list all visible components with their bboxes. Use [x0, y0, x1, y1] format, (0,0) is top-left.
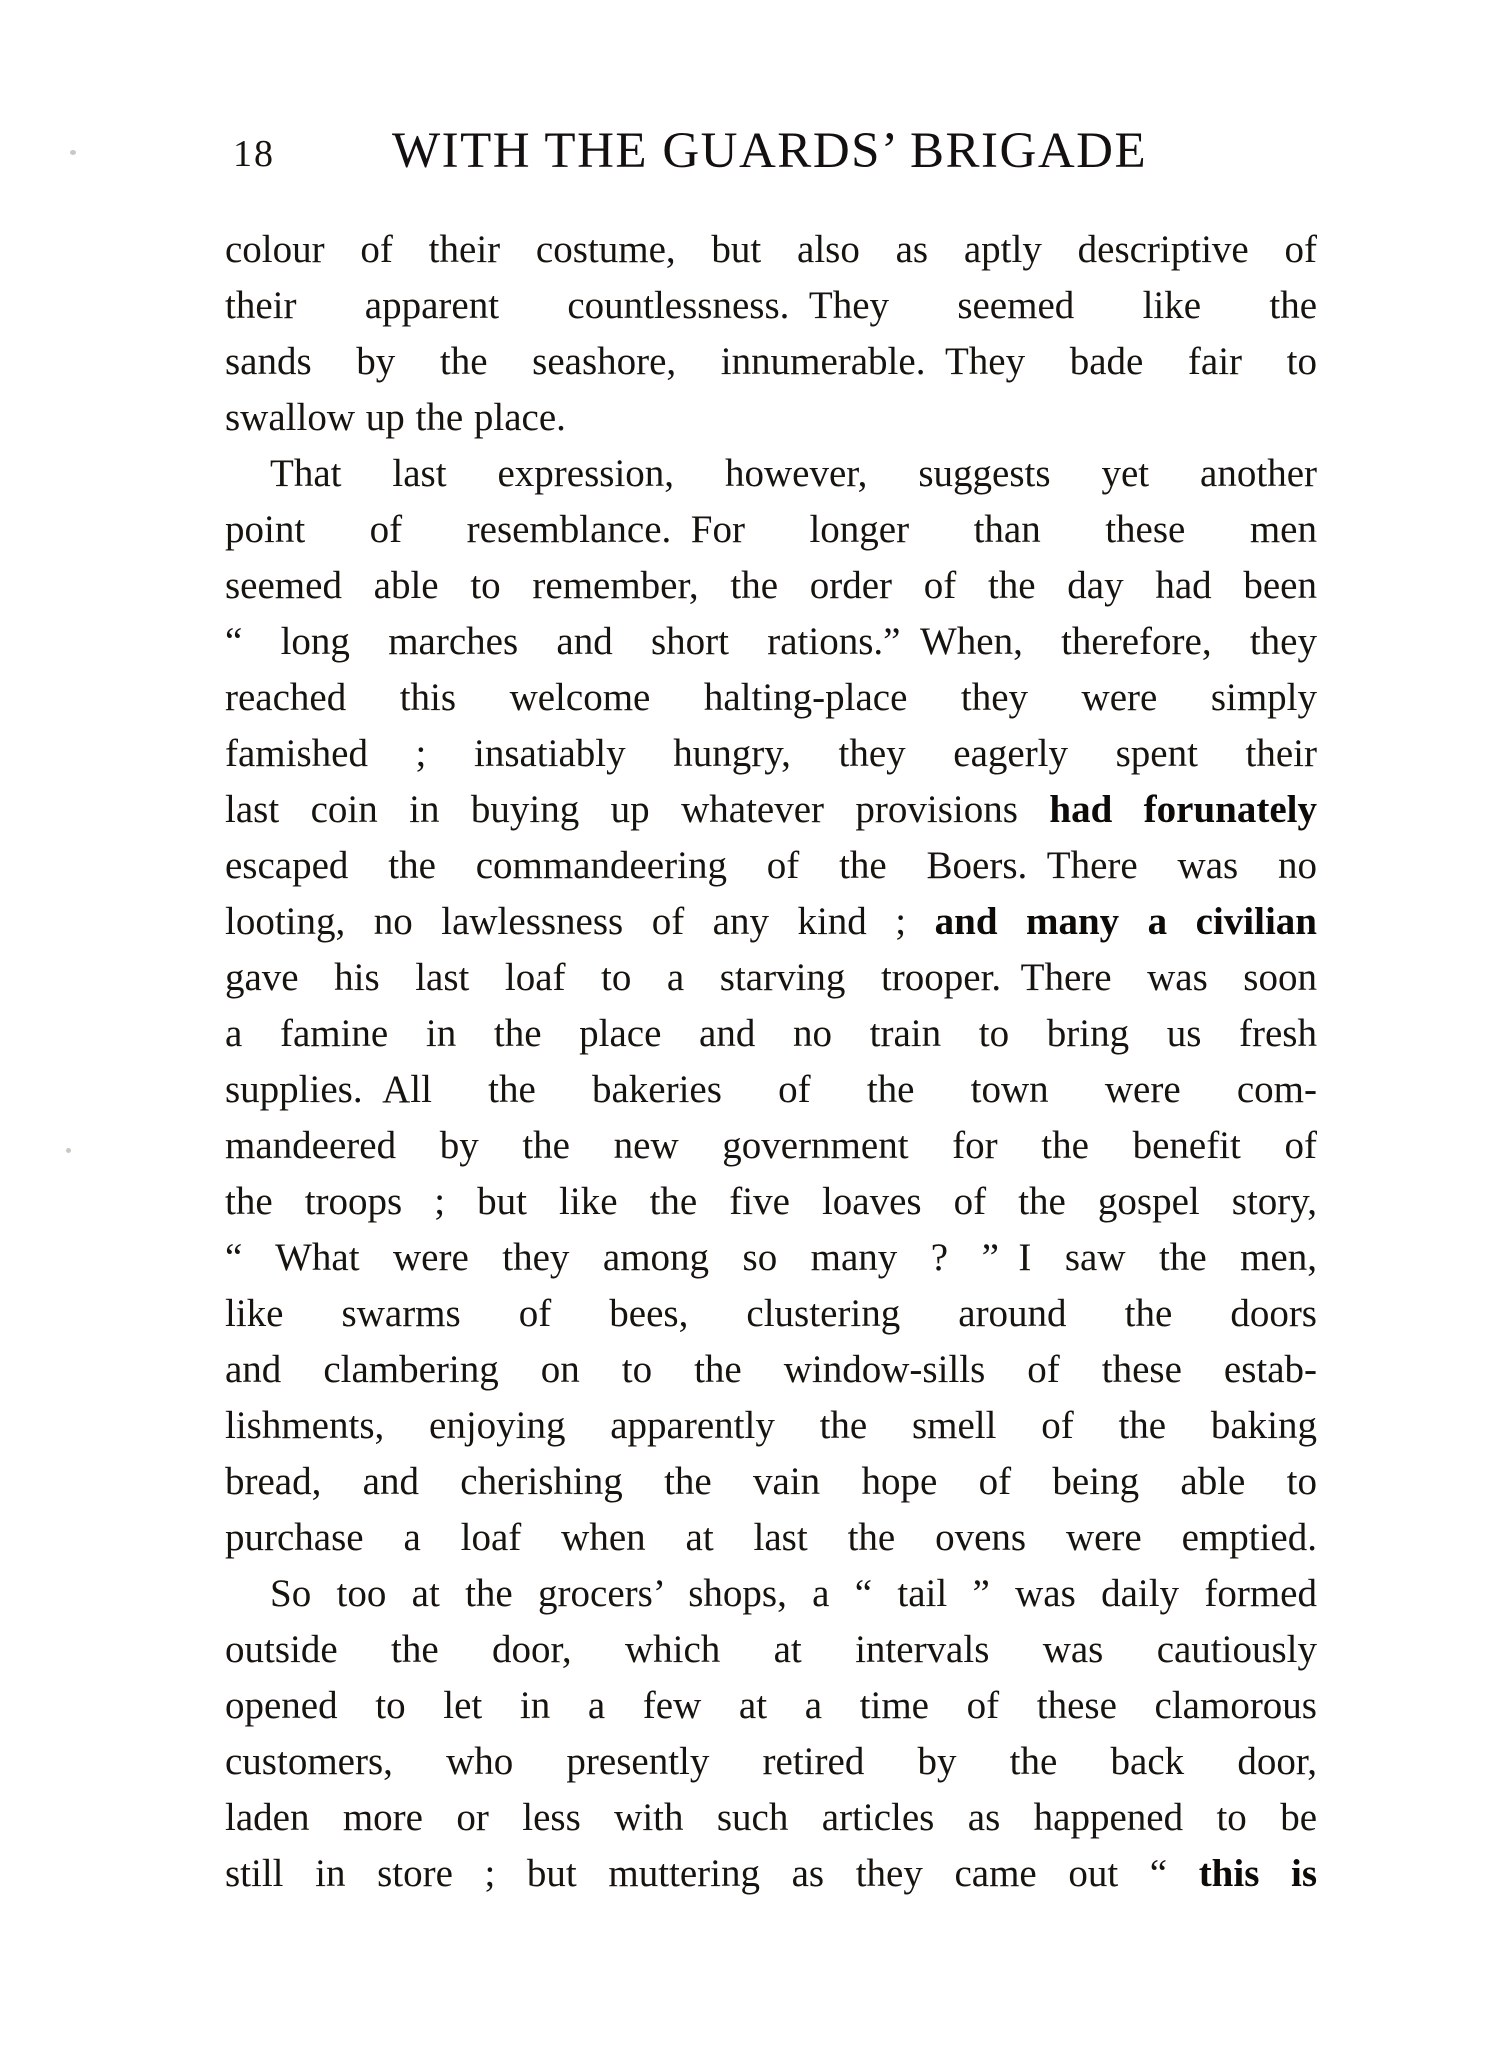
scan-speck [66, 1148, 71, 1153]
text-segment: opened to let in a few at a time of these clamorous [225, 1684, 1317, 1727]
text-line [225, 614, 1317, 670]
bold-segment: this is [1198, 1852, 1317, 1895]
bold-segment: and many a civilian [934, 900, 1317, 943]
running-header-title: WITH THE GUARDS’ BRIGADE [392, 123, 1148, 179]
text-line [225, 950, 1317, 1006]
text-line [225, 782, 1317, 838]
text-segment: a famine in the place and no train to bring us fresh [225, 1012, 1317, 1055]
text-segment: swallow up the place. [225, 396, 566, 439]
text-line [225, 838, 1317, 894]
text-line [225, 1286, 1317, 1342]
text-line [225, 1006, 1317, 1062]
text-line [225, 1510, 1317, 1566]
text-segment: laden more or less with such articles as happened to be [225, 1796, 1317, 1839]
text-segment: point of resemblance. For longer than these men [225, 508, 1317, 551]
text-segment: famished ; insatiably hungry, they eagerly spent their [225, 732, 1317, 775]
text-line [225, 1622, 1317, 1678]
text-segment: escaped the commandeering of the Boers. There was no [225, 844, 1317, 887]
text-segment: gave his last loaf to a starving trooper. There was soon [225, 956, 1317, 999]
text-segment: the troops ; but like the five loaves of the gospel story, [225, 1180, 1317, 1223]
text-line [225, 502, 1317, 558]
text-line [225, 222, 1317, 278]
text-segment: customers, who presently retired by the back door, [225, 1740, 1317, 1783]
text-line [225, 1566, 1317, 1622]
text-line [225, 446, 1317, 502]
text-segment: That last expression, however, suggests yet another [270, 452, 1317, 495]
text-segment: bread, and cherishing the vain hope of being able to [225, 1460, 1317, 1503]
text-segment: lishments, enjoying apparently the smell of the baking [225, 1404, 1317, 1447]
text-line [225, 334, 1317, 390]
text-segment: colour of their costume, but also as aptly descriptive of [225, 228, 1317, 271]
text-segment: “ long marches and short rations.” When, therefore, they [225, 620, 1317, 663]
text-segment: supplies. All the bakeries of the town were com- [225, 1068, 1317, 1111]
text-line [225, 894, 1317, 950]
text-line [225, 1174, 1317, 1230]
text-segment: still in store ; but muttering as they came out “ [225, 1852, 1199, 1895]
text-segment: sands by the seashore, innumerable. They bade fair to [225, 340, 1317, 383]
text-segment: reached this welcome halting-place they were simply [225, 676, 1317, 719]
text-line [225, 1062, 1317, 1118]
text-line [225, 1118, 1317, 1174]
text-line [225, 1734, 1317, 1790]
text-line [225, 1454, 1317, 1510]
text-segment: outside the door, which at intervals was cautiously [225, 1628, 1317, 1671]
text-line [225, 1342, 1317, 1398]
page-number: 18 [233, 133, 275, 175]
text-line [225, 670, 1317, 726]
text-segment: like swarms of bees, clustering around the doors [225, 1292, 1317, 1335]
text-segment: So too at the grocers’ shops, a “ tail ” was daily formed [270, 1572, 1317, 1615]
text-line [225, 1398, 1317, 1454]
text-line [225, 1846, 1317, 1902]
text-segment: and clambering on to the window-sills of these estab- [225, 1348, 1317, 1391]
text-segment: seemed able to remember, the order of the day had been [225, 564, 1317, 607]
text-segment: looting, no lawlessness of any kind ; [225, 900, 935, 943]
text-segment: purchase a loaf when at last the ovens were emptied. [225, 1516, 1317, 1559]
text-segment: mandeered by the new government for the benefit of [225, 1124, 1317, 1167]
scan-speck [70, 150, 76, 155]
text-line [225, 390, 1317, 446]
text-block [225, 222, 1317, 1902]
text-line [225, 1230, 1317, 1286]
bold-segment: had forunately [1049, 788, 1317, 831]
text-segment: “ What were they among so many ? ” I saw the men, [225, 1236, 1317, 1279]
text-segment: last coin in buying up whatever provisions [225, 788, 1050, 831]
text-segment: their apparent countlessness. They seemed like the [225, 284, 1317, 327]
text-line [225, 278, 1317, 334]
text-line [225, 1678, 1317, 1734]
text-line [225, 1790, 1317, 1846]
text-line [225, 558, 1317, 614]
text-line [225, 726, 1317, 782]
